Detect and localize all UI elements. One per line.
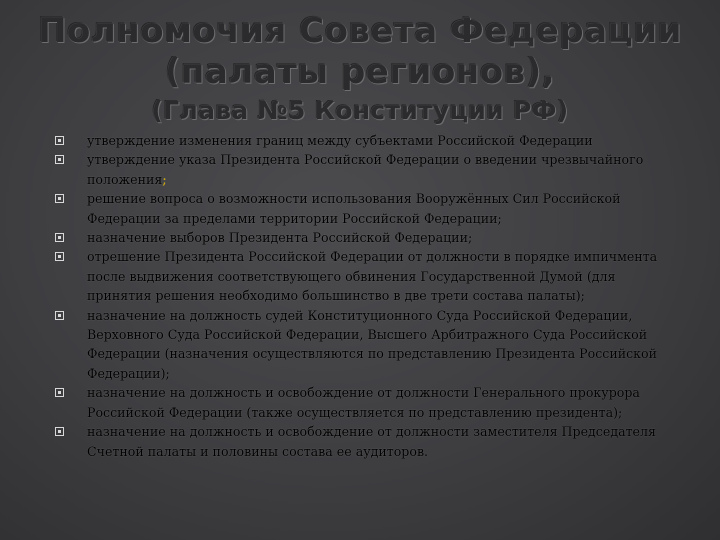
list-item	[55, 422, 673, 461]
square-bullet-icon	[55, 252, 64, 261]
list-item-text: назначение выборов Президента Российской Федерации;	[87, 230, 473, 246]
square-bullet-icon	[55, 311, 64, 320]
square-bullet-icon	[55, 136, 64, 145]
list-item	[55, 383, 673, 422]
title-line-1: Полномочия Совета Федерации	[38, 11, 682, 51]
list-item	[55, 228, 673, 247]
list-item-text: назначение на должность судей Конституционного Суда Российской Федерации, Верховного Суда Российской Федерации, Высшего Арбитражного Суда Российской Федерации (назначения осуществляются по представлению Президента Российской Федерации);	[87, 307, 658, 381]
list-item-text: утверждение указа Президента Российской Федерации о введении чрезвычайного положения	[87, 152, 644, 187]
list-item-suffix: ;	[162, 171, 167, 187]
list-item-text: утверждение изменения границ между субъектами Российской Федерации	[87, 133, 593, 148]
list-item	[55, 131, 673, 150]
slide-title	[0, 10, 720, 130]
square-bullet-icon	[55, 155, 64, 164]
square-bullet-icon	[55, 233, 64, 242]
square-bullet-icon	[55, 194, 64, 203]
list-item	[55, 150, 673, 189]
powers-list	[55, 131, 673, 461]
list-item	[55, 189, 673, 228]
list-item-text: назначение на должность и освобождение от должности Генерального прокурора Российской Федерации (также осуществляется по представлению президента);	[87, 385, 640, 420]
square-bullet-icon	[55, 388, 64, 397]
list-item-text: решение вопроса о возможности использования Вооружённых Сил Российской Федерации за пределами территории Российской Федерации;	[87, 191, 621, 226]
square-bullet-icon	[55, 427, 64, 436]
list-item-text: отрешение Президента Российской Федерации от должности в порядке импичмента после выдвижения соответствующего обвинения Государственной Думой (для принятия решения необходимо большинство в две трети состава палаты);	[87, 249, 658, 304]
title-line-2: (палаты регионов),	[164, 52, 556, 92]
list-item-text: назначение на должность и освобождение от должности заместителя Председателя Счетной палаты и половины состава ее аудиторов.	[87, 424, 656, 459]
list-item	[55, 247, 673, 305]
title-line-3: (Глава №5 Конституции РФ)	[151, 96, 569, 125]
list-item	[55, 306, 673, 384]
